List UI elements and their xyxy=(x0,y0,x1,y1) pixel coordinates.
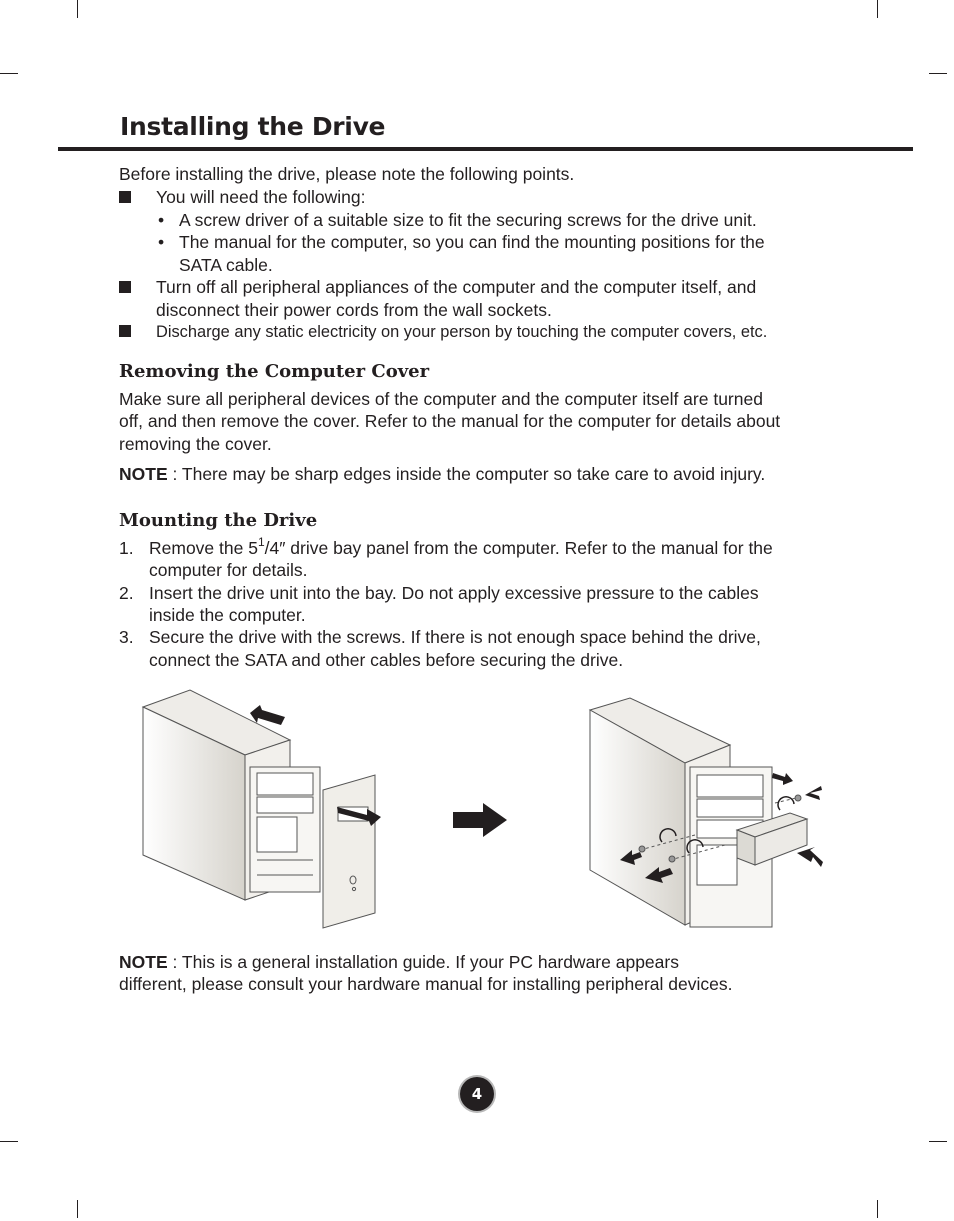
crop-mark xyxy=(929,1141,947,1142)
square-bullet-icon xyxy=(119,325,131,337)
crop-mark xyxy=(77,1200,78,1218)
remove-panel-illustration xyxy=(135,685,395,935)
step-text-continued: connect the SATA and other cables before securing the drive. xyxy=(149,650,624,670)
crop-mark xyxy=(929,73,947,74)
note-text xyxy=(119,463,854,486)
step-text-post: /4″ drive bay panel from the computer. Refer to the manual for the xyxy=(264,538,773,558)
arrow-icon xyxy=(797,847,823,867)
note-body: : There may be sharp edges inside the computer so take care to avoid injury. xyxy=(167,464,766,484)
page-number: 4 xyxy=(460,1077,494,1111)
need-item-continued: SATA cable. xyxy=(179,255,273,275)
square-bullet-icon xyxy=(119,281,131,293)
arrow-icon xyxy=(772,773,793,785)
dot-bullet-icon: • xyxy=(158,232,165,252)
removing-text: Make sure all peripheral devices of the computer and the computer itself are turned xyxy=(119,389,763,409)
step-text: Secure the drive with the screws. If there is not enough space behind the drive, xyxy=(149,627,761,647)
crop-mark xyxy=(0,73,18,74)
section-heading-removing: Removing the Computer Cover xyxy=(119,361,430,382)
point-text: Turn off all peripheral appliances of the computer and the computer itself, and xyxy=(156,277,757,297)
arrow-icon xyxy=(250,705,285,725)
removing-text: removing the cover. xyxy=(119,434,272,454)
step-number: 1. xyxy=(119,538,134,558)
removing-text: off, and then remove the cover. Refer to the manual for the computer for details about xyxy=(119,411,781,431)
arrow-icon xyxy=(805,786,822,800)
step-text-continued: computer for details. xyxy=(149,560,308,580)
need-item: A screw driver of a suitable size to fit the securing screws for the drive unit. xyxy=(179,210,757,230)
section-heading-mounting: Mounting the Drive xyxy=(119,510,318,531)
fraction-numerator: 1 xyxy=(257,535,265,549)
crop-mark xyxy=(0,1141,18,1142)
footer-note xyxy=(119,951,854,974)
step-number: 3. xyxy=(119,627,134,647)
crop-mark xyxy=(77,0,78,18)
need-item: The manual for the computer, so you can find the mounting positions for the xyxy=(179,232,765,252)
crop-mark xyxy=(877,0,878,18)
page-title: Installing the Drive xyxy=(120,112,386,141)
dot-bullet-icon: • xyxy=(158,210,165,230)
rotate-arrow-icon xyxy=(778,797,794,810)
step-number: 2. xyxy=(119,583,134,603)
note-label: NOTE xyxy=(119,952,168,972)
step-text xyxy=(149,537,849,560)
step-text-continued: inside the computer. xyxy=(149,605,306,625)
need-heading: You will need the following: xyxy=(156,187,366,207)
mount-drive-illustration xyxy=(585,695,830,940)
point-text: Discharge any static electricity on your person by touching the computer covers, etc. xyxy=(156,323,768,341)
footer-note-continued: different, please consult your hardware manual for installing peripheral devices. xyxy=(119,974,733,994)
note-body: : This is a general installation guide. If your PC hardware appears xyxy=(167,952,679,972)
note-label: NOTE xyxy=(119,464,168,484)
intro-text: Before installing the drive, please note the following points. xyxy=(119,164,575,184)
crop-mark xyxy=(877,1200,878,1218)
step-text: Insert the drive unit into the bay. Do not apply excessive pressure to the cables xyxy=(149,583,759,603)
title-rule xyxy=(58,147,913,151)
point-text-continued: disconnect their power cords from the wall sockets. xyxy=(156,300,552,320)
next-step-arrow-icon xyxy=(453,803,509,837)
square-bullet-icon xyxy=(119,191,131,203)
step-text-pre: Remove the 5 xyxy=(149,538,258,558)
